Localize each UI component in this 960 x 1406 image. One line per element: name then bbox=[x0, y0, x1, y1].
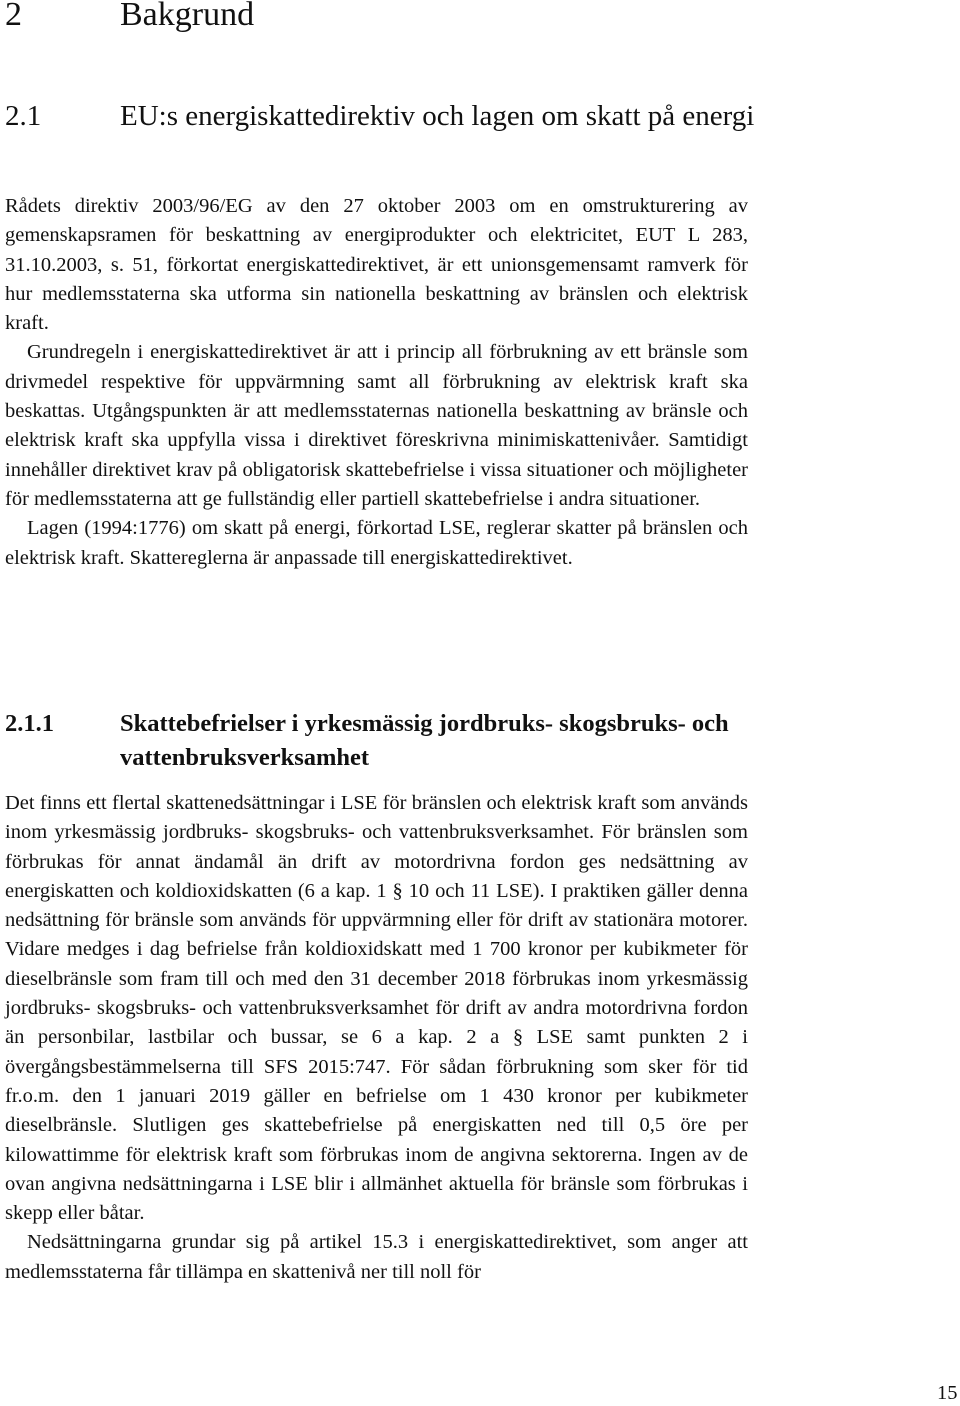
chapter-number: 2 bbox=[5, 0, 22, 33]
paragraph: Grundregeln i energiskattedirektivet är att i princip all förbrukning av ett bränsle som drivmedel respektive för uppvärmning samt all förbrukning av elektrisk kraft ska beskattas. Utgångspunkten är att medlemsstaternas nationella beskattning av bränsle och elektrisk kraft ska uppfylla vissa i direktivet föreskrivna minimiskattenivåer. Samtidigt innehåller direktivet krav på obligatorisk skattebefrielse i vissa situationer och möjligheter för medlemsstaterna att ge fullständig eller partiell skattebefrielse i andra situationer. bbox=[5, 341, 748, 510]
chapter-heading bbox=[5, 0, 254, 38]
section-number: 2.1 bbox=[5, 100, 42, 132]
paragraph: Lagen (1994:1776) om skatt på energi, förkortad LSE, reglerar skatter på bränslen och elektrisk kraft. Skattereglerna är anpassade till energiskattedirektivet. bbox=[5, 517, 748, 569]
section-heading bbox=[5, 96, 765, 136]
subsection-title: Skattebefrielser i yrkesmässig jordbruks- skogsbruks- och vattenbruksverksamhet bbox=[120, 710, 729, 771]
subsection-number: 2.1.1 bbox=[5, 710, 54, 737]
subsection-heading bbox=[5, 707, 765, 775]
chapter-title: Bakgrund bbox=[120, 0, 255, 33]
paragraph: Det finns ett flertal skattenedsättningar i LSE för bränslen och elektrisk kraft som används inom yrkesmässig jordbruks- skogsbruks- och vattenbruksverksamhet. För bränslen som förbrukas för annat ändamål än drift av motordrivna fordon ges nedsättning av energiskatten och koldioxidskatten (6 a kap. 1 § 10 och 11 LSE). I praktiken gäller denna nedsättning för bränsle som används för uppvärmning eller för drift av stationära motorer. Vidare medges i dag befrielse från koldioxidskatt med 1 700 kronor per kubikmeter för dieselbränsle som fram till och med den 31 december 2018 förbrukas inom yrkesmässig jordbruks- skogsbruks- och vattenbruksverksamhet för drift av andra motordrivna fordon än personbilar, lastbilar och bussar, se 6 a kap. 2 a § LSE samt punkten 2 i övergångsbestämmelserna till SFS 2015:747. För sådan förbrukning som sker för tid fr.o.m. den 1 januari 2019 gäller en befrielse om 1 430 kronor per kubikmeter dieselbränsle. Slutligen ges skattebefrielse på energiskatten ned till 0,5 öre per kilowattimme för elektrisk kraft som förbrukas inom de angivna sektorerna. Ingen av de ovan angivna nedsättningarna i LSE blir i allmänhet aktuella för bränsle som förbrukas i skepp eller båtar. bbox=[5, 792, 748, 1225]
section-body bbox=[5, 192, 748, 573]
paragraph: Rådets direktiv 2003/96/EG av den 27 oktober 2003 om en omstrukturering av gemenskapsramen för beskattning av energiprodukter och elektricitet, EUT L 283, 31.10.2003, s. 51, förkortat energiskattedirektivet, är ett unionsgemensamt ramverk för hur medlemsstaterna ska utforma sin nationella beskattning av bränslen och elektrisk kraft. bbox=[5, 195, 748, 335]
paragraph: Nedsättningarna grundar sig på artikel 15.3 i energiskattedirektivet, som anger att medlemsstaterna får tillämpa en skattenivå ner till noll för bbox=[5, 1231, 748, 1283]
subsection-body bbox=[5, 789, 748, 1287]
page-number: 15 bbox=[937, 1382, 958, 1404]
section-title: EU:s energiskattedirektiv och lagen om skatt på energi bbox=[120, 100, 755, 132]
